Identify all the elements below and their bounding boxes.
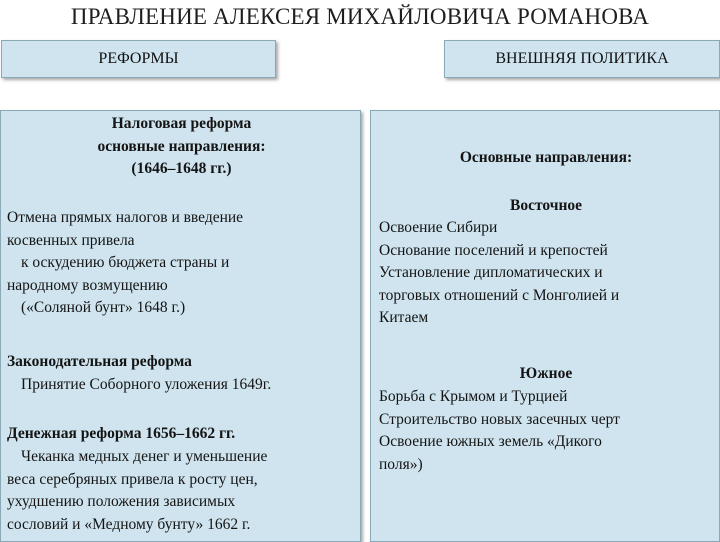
foreign-policy-panel — [370, 110, 720, 542]
monetary-reform-heading: Денежная реформа 1656–1662 гг. — [7, 425, 236, 442]
tax-reform-text-line: народному возмущению — [7, 276, 168, 294]
tax-reform-text — [7, 207, 359, 320]
tax-reform-heading-line: Налоговая реформа — [111, 115, 252, 132]
tax-reform-heading — [1, 113, 362, 181]
south-direction-item: Борьба с Крымом и Турцией — [379, 388, 568, 405]
tax-reform-heading-line: основные направления: — [97, 137, 266, 155]
foreign-policy-header-label: ВНЕШНЯЯ ПОЛИТИКА — [495, 50, 669, 67]
page-title: ПРАВЛЕНИЕ АЛЕКСЕЯ МИХАЙЛОВИЧА РОМАНОВА — [70, 4, 650, 29]
foreign-policy-header — [444, 40, 720, 78]
reforms-panel — [0, 110, 361, 542]
east-direction-list — [379, 217, 719, 330]
reforms-header — [1, 40, 276, 78]
monetary-reform-text — [7, 446, 359, 536]
tax-reform-heading-line: (1646–1648 гг.) — [131, 160, 232, 177]
legislative-reform-heading: Законодательная реформа — [7, 353, 192, 370]
legislative-reform-text: Принятие Соборного уложения 1649г. — [21, 376, 272, 393]
east-direction-item: Основание поселений и крепостей — [379, 241, 608, 259]
south-direction-heading: Южное — [519, 365, 573, 382]
south-direction-item: Строительство новых засечных черт — [379, 410, 620, 428]
monetary-reform-text-line: ухудшению положения зависимых — [7, 493, 236, 510]
east-direction-item: Китаем — [379, 309, 429, 326]
east-direction-item: Установление дипломатических и — [379, 264, 603, 281]
south-direction-item: поля») — [379, 455, 423, 473]
monetary-reform-text-line: Чеканка медных денег и уменьшение — [21, 448, 268, 465]
reforms-header-label: РЕФОРМЫ — [98, 50, 179, 67]
south-direction-list — [379, 386, 719, 476]
east-direction-item: Освоение Сибири — [379, 219, 498, 236]
east-direction-heading: Восточное — [509, 197, 583, 214]
directions-heading: Основные направления: — [459, 149, 633, 166]
south-direction-item: Освоение южных земель «Дикого — [379, 433, 602, 450]
tax-reform-text-line: к оскудению бюджета страны и — [21, 254, 230, 271]
tax-reform-text-line: Отмена прямых налогов и введение — [7, 209, 244, 226]
tax-reform-text-line: («Соляной бунт» 1648 г.) — [21, 299, 186, 316]
monetary-reform-text-line: сословий и «Медному бунту» 1662 г. — [7, 515, 251, 533]
tax-reform-text-line: косвенных привела — [7, 231, 135, 249]
east-direction-item: торговых отношений с Монголией и — [379, 286, 620, 304]
monetary-reform-text-line: веса серебряных привела к росту цен, — [7, 470, 258, 488]
